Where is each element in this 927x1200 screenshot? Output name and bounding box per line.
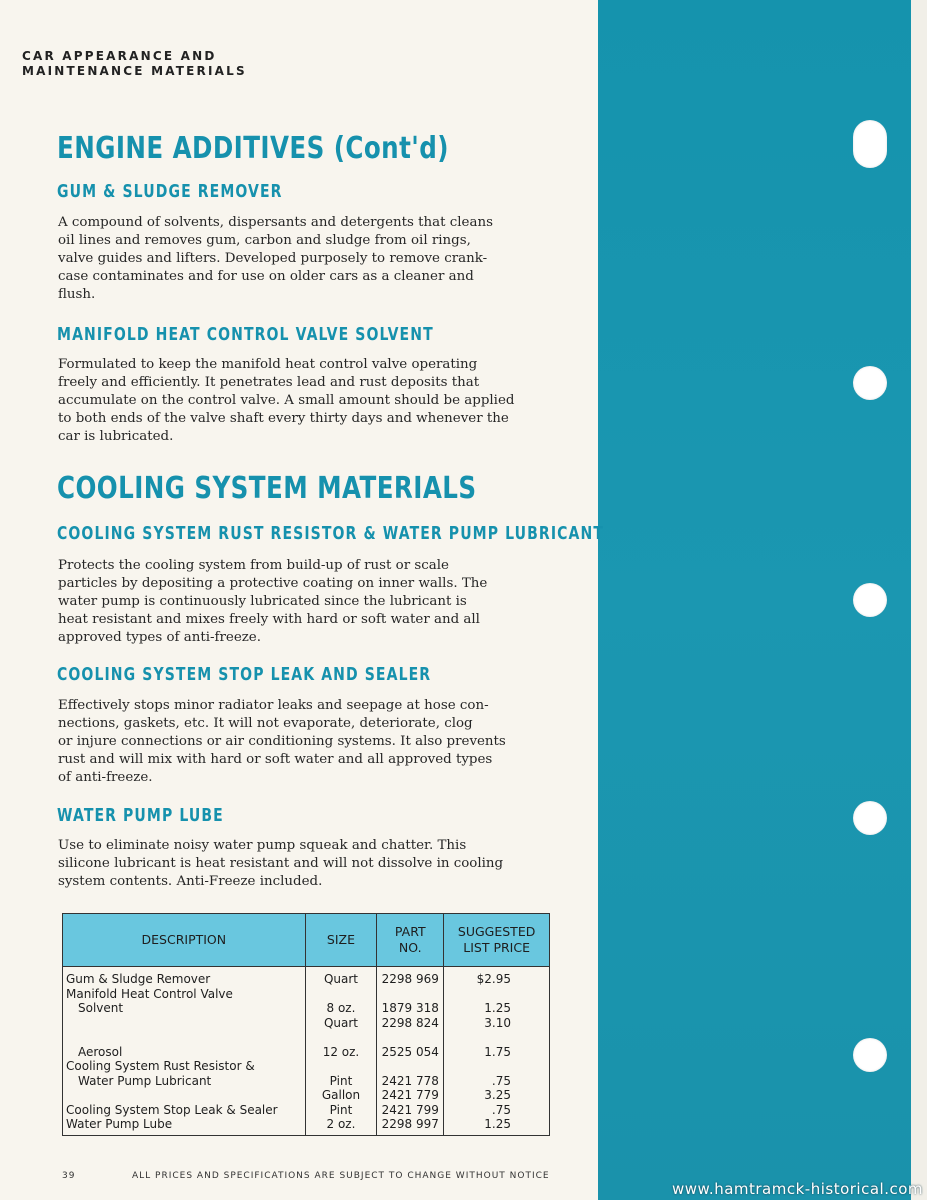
table-row	[63, 967, 550, 987]
row-size	[305, 1059, 377, 1074]
row-part-no	[377, 1030, 444, 1045]
row-price: 3.10	[444, 1016, 550, 1031]
footer-notice: ALL PRICES AND SPECIFICATIONS ARE SUBJECT TO CHANGE WITHOUT NOTICE	[132, 1171, 550, 1181]
table-row	[63, 1001, 550, 1016]
page-number: 39	[62, 1171, 76, 1181]
row-part-no: 2298 824	[377, 1016, 444, 1031]
binder-hole	[853, 583, 887, 617]
row-size: 12 oz.	[305, 1045, 377, 1060]
binder-hole	[853, 120, 887, 168]
column-header-description: DESCRIPTION	[63, 914, 306, 967]
manifold-description: Formulated to keep the manifold heat control valve operating freely and efficiently. It penetrates lead and rust deposits that accumulate on the control valve. A small amount should be applied to both ends of the valve shaft every thirty days and whenever the car is lubricated.	[58, 357, 515, 444]
row-price: $2.95	[444, 967, 550, 987]
page-edge	[911, 0, 927, 1200]
row-description: Cooling System Stop Leak & Sealer	[63, 1103, 306, 1118]
row-description: Solvent	[63, 1001, 306, 1016]
row-part-no: 2421 799	[377, 1103, 444, 1118]
binder-hole	[853, 1038, 887, 1072]
column-header-size: SIZE	[305, 914, 377, 967]
engine-additives-title: ENGINE ADDITIVES (Cont'd)	[57, 131, 449, 166]
row-description	[63, 1016, 306, 1031]
row-size: 2 oz.	[305, 1117, 377, 1135]
table-row	[63, 1045, 550, 1060]
row-price: 1.25	[444, 1117, 550, 1135]
table-row	[63, 1059, 550, 1074]
row-description	[63, 1088, 306, 1103]
row-description: Gum & Sludge Remover	[63, 967, 306, 987]
table-row	[63, 1030, 550, 1045]
row-size: Quart	[305, 1016, 377, 1031]
table-row	[63, 1117, 550, 1135]
stop-leak-heading: COOLING SYSTEM STOP LEAK AND SEALER	[57, 664, 432, 685]
table-row	[63, 987, 550, 1002]
gum-sludge-heading: GUM & SLUDGE REMOVER	[57, 181, 283, 202]
row-price: 3.25	[444, 1088, 550, 1103]
row-description	[63, 1030, 306, 1045]
row-description: Water Pump Lubricant	[63, 1074, 306, 1089]
row-size: Quart	[305, 967, 377, 987]
row-price: .75	[444, 1103, 550, 1118]
row-size	[305, 1030, 377, 1045]
row-price: .75	[444, 1074, 550, 1089]
price-table	[62, 913, 550, 1136]
row-description: Aerosol	[63, 1045, 306, 1060]
row-price: 1.75	[444, 1045, 550, 1060]
column-header-price: SUGGESTED LIST PRICE	[444, 914, 550, 967]
binder-hole	[853, 366, 887, 400]
row-size	[305, 987, 377, 1002]
stop-leak-description: Effectively stops minor radiator leaks and seepage at hose con- nections, gaskets, etc. It will not evaporate, deteriorate, clog or injure connections or air conditioning systems. It also prevents rust and will mix with hard or soft water and all approved types of anti-freeze.	[58, 698, 506, 785]
water-pump-lube-description: Use to eliminate noisy water pump squeak and chatter. This silicone lubricant is heat resistant and will not dissolve in cooling system contents. Anti-Freeze included.	[58, 838, 504, 889]
row-part-no: 2421 778	[377, 1074, 444, 1089]
table-row	[63, 1088, 550, 1103]
binder-hole	[853, 801, 887, 835]
row-size: Pint	[305, 1103, 377, 1118]
row-size: Pint	[305, 1074, 377, 1089]
row-part-no: 2525 054	[377, 1045, 444, 1060]
column-header-part-no: PART NO.	[377, 914, 444, 967]
row-part-no	[377, 987, 444, 1002]
row-part-no: 2298 997	[377, 1117, 444, 1135]
row-part-no: 2421 779	[377, 1088, 444, 1103]
table-row	[63, 1103, 550, 1118]
gum-sludge-description: A compound of solvents, dispersants and detergents that cleans oil lines and removes gum, carbon and sludge from oil rings, valve guides and lifters. Developed purposely to remove crank- case contaminates and for use on older cars as a cleaner and flush.	[58, 215, 493, 302]
row-part-no: 2298 969	[377, 967, 444, 987]
table-row	[63, 1016, 550, 1031]
section-kicker: CAR APPEARANCE AND MAINTENANCE MATERIALS	[22, 49, 247, 78]
row-price: 1.25	[444, 1001, 550, 1016]
website-watermark: www.hamtramck-historical.com	[672, 1180, 923, 1198]
row-price	[444, 1059, 550, 1074]
row-description: Water Pump Lube	[63, 1117, 306, 1135]
price-table-header	[63, 914, 550, 967]
rust-resistor-heading: COOLING SYSTEM RUST RESISTOR & WATER PUMP LUBRICANT	[57, 523, 605, 544]
row-part-no: 1879 318	[377, 1001, 444, 1016]
row-price	[444, 987, 550, 1002]
row-size: Gallon	[305, 1088, 377, 1103]
row-size: 8 oz.	[305, 1001, 377, 1016]
rust-resistor-description: Protects the cooling system from build-up of rust or scale particles by depositing a protective coating on inner walls. The water pump is continuously lubricated since the lubricant is heat resistant and mixes freely with hard or soft water and all approved types of anti-freeze.	[58, 558, 488, 645]
row-part-no	[377, 1059, 444, 1074]
row-description: Manifold Heat Control Valve	[63, 987, 306, 1002]
manifold-heading: MANIFOLD HEAT CONTROL VALVE SOLVENT	[57, 324, 434, 345]
table-row	[63, 1074, 550, 1089]
water-pump-lube-heading: WATER PUMP LUBE	[57, 805, 224, 826]
row-description: Cooling System Rust Resistor &	[63, 1059, 306, 1074]
cooling-system-title: COOLING SYSTEM MATERIALS	[57, 471, 477, 506]
row-price	[444, 1030, 550, 1045]
